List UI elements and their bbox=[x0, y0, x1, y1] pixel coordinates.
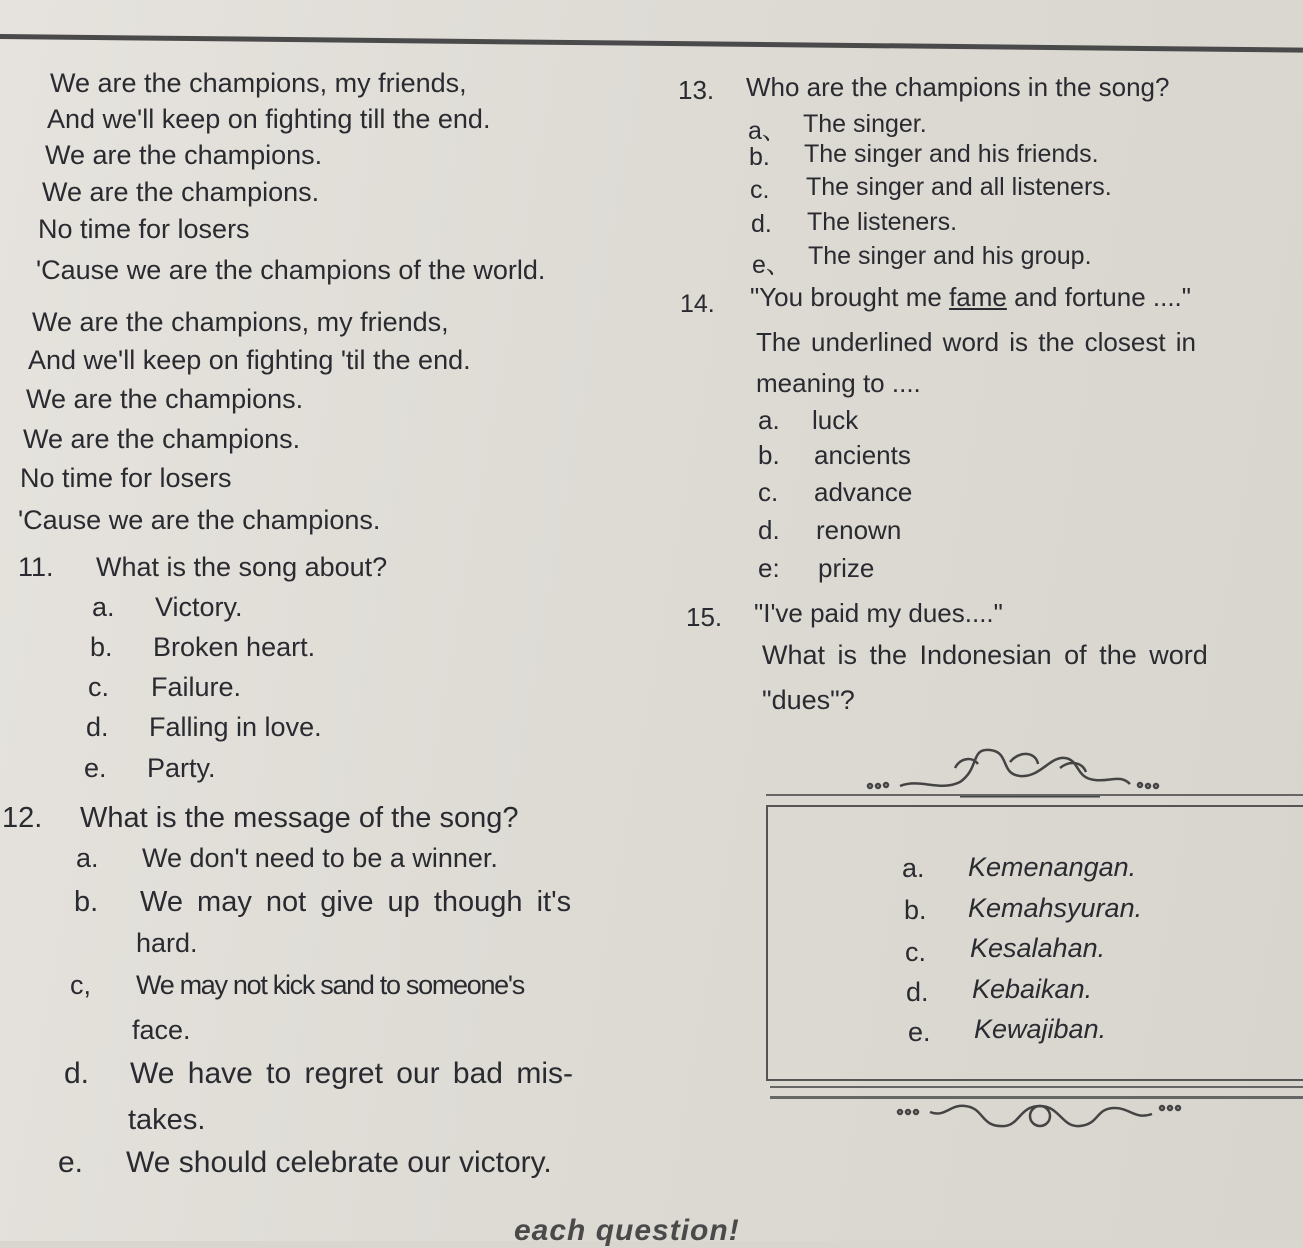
option-letter: a. bbox=[92, 592, 115, 622]
option-letter: c. bbox=[750, 176, 770, 204]
option-text: Kemenangan. bbox=[968, 852, 1137, 882]
option-text: Kewajiban. bbox=[974, 1014, 1107, 1044]
lyric-line: We are the champions. bbox=[23, 424, 301, 454]
question-text: Who are the champions in the song? bbox=[746, 72, 1170, 102]
option-letter: c. bbox=[758, 477, 779, 507]
option-letter: d. bbox=[758, 515, 780, 545]
question-number: 15. bbox=[686, 602, 723, 632]
bottom-instruction-fragment: each question! bbox=[514, 1214, 740, 1247]
option-text-continued: face. bbox=[132, 1015, 191, 1045]
option-text: We have to regret our bad mis- bbox=[130, 1057, 573, 1090]
option-text: prize bbox=[818, 553, 875, 583]
ornament-top-icon bbox=[860, 738, 1170, 800]
question-text: The underlined word is the closest in bbox=[756, 327, 1197, 357]
question-number: 14. bbox=[680, 290, 715, 318]
underlined-word: fame bbox=[949, 282, 1007, 312]
option-text-continued: hard. bbox=[136, 928, 198, 958]
top-border-line bbox=[0, 34, 1303, 53]
option-text: The singer and his friends. bbox=[804, 140, 1099, 168]
question-text: meaning to .... bbox=[756, 368, 921, 398]
option-letter: d. bbox=[906, 977, 929, 1007]
lyric-line: No time for losers bbox=[20, 463, 232, 493]
option-text: advance bbox=[814, 477, 913, 507]
option-letter: c, bbox=[70, 970, 92, 1000]
option-text: luck bbox=[812, 405, 859, 435]
option-text: We don't need to be a winner. bbox=[142, 843, 498, 873]
question-number: 11. bbox=[18, 552, 54, 582]
option-letter: e、 bbox=[752, 251, 791, 279]
quote-post: and fortune ...." bbox=[1006, 282, 1192, 312]
option-text: renown bbox=[816, 515, 902, 545]
lyric-line: We are the champions, my friends, bbox=[32, 307, 449, 337]
option-letter: c. bbox=[905, 937, 927, 967]
option-letter: d. bbox=[64, 1057, 90, 1090]
option-letter: b. bbox=[758, 440, 780, 470]
option-text: The singer and his group. bbox=[808, 242, 1092, 270]
quote-pre: "You brought me bbox=[750, 282, 950, 312]
option-text: The singer and all listeners. bbox=[806, 173, 1112, 201]
question-number: 12. bbox=[2, 802, 43, 834]
option-letter: b. bbox=[749, 143, 770, 171]
option-letter: a. bbox=[758, 405, 780, 435]
divider-line bbox=[766, 794, 1303, 796]
lyric-line: We are the champions. bbox=[42, 177, 320, 207]
option-text: The singer. bbox=[803, 110, 927, 138]
lyric-line: 'Cause we are the champions. bbox=[18, 505, 381, 535]
option-text: Kemahsyuran. bbox=[968, 893, 1143, 923]
lyric-line: We are the champions. bbox=[45, 140, 323, 170]
option-text: We may not kick sand to someone's bbox=[136, 970, 524, 1000]
lyric-line: We are the champions. bbox=[26, 384, 304, 414]
option-letter: b. bbox=[90, 632, 113, 662]
option-text: Party. bbox=[147, 753, 216, 783]
question-text: What is the message of the song? bbox=[80, 802, 519, 834]
option-letter: a. bbox=[902, 853, 925, 883]
question-text: "dues"? bbox=[762, 685, 855, 715]
option-letter: e. bbox=[58, 1146, 84, 1179]
option-letter: a、 bbox=[748, 117, 787, 145]
option-letter: e. bbox=[908, 1017, 931, 1047]
option-text: The listeners. bbox=[807, 208, 958, 236]
option-text: Failure. bbox=[151, 672, 242, 702]
option-text: We should celebrate our victory. bbox=[126, 1146, 552, 1179]
option-text: ancients bbox=[814, 440, 911, 470]
lyric-line: And we'll keep on fighting till the end. bbox=[47, 104, 491, 134]
option-letter: a. bbox=[76, 843, 99, 873]
divider-line bbox=[770, 1086, 1303, 1088]
option-text-continued: takes. bbox=[128, 1104, 206, 1136]
option-text: Falling in love. bbox=[149, 712, 322, 742]
option-letter: e: bbox=[758, 553, 780, 583]
question-quote bbox=[750, 282, 1191, 313]
option-letter: e. bbox=[84, 753, 107, 783]
option-letter: c. bbox=[88, 672, 110, 702]
ornament-bottom-icon bbox=[890, 1098, 1210, 1140]
option-text: Broken heart. bbox=[153, 632, 316, 662]
question-text: What is the song about? bbox=[96, 552, 388, 582]
lyric-line: And we'll keep on fighting 'til the end. bbox=[28, 345, 471, 375]
lyric-line: 'Cause we are the champions of the world. bbox=[36, 255, 546, 285]
option-letter: d. bbox=[86, 712, 109, 742]
option-text: Kesalahan. bbox=[970, 933, 1106, 963]
option-text: Victory. bbox=[155, 592, 243, 622]
option-letter: b. bbox=[904, 895, 927, 925]
option-letter: b. bbox=[74, 886, 99, 918]
question-quote: "I've paid my dues...." bbox=[754, 598, 1003, 628]
lyric-line: We are the champions, my friends, bbox=[50, 68, 467, 98]
option-text: Kebaikan. bbox=[972, 974, 1093, 1004]
question-number: 13. bbox=[678, 75, 715, 105]
option-letter: d. bbox=[751, 210, 772, 238]
question-text: What is the Indonesian of the word bbox=[762, 640, 1208, 670]
lyric-line: No time for losers bbox=[38, 214, 250, 244]
option-text: We may not give up though it's bbox=[140, 886, 572, 918]
